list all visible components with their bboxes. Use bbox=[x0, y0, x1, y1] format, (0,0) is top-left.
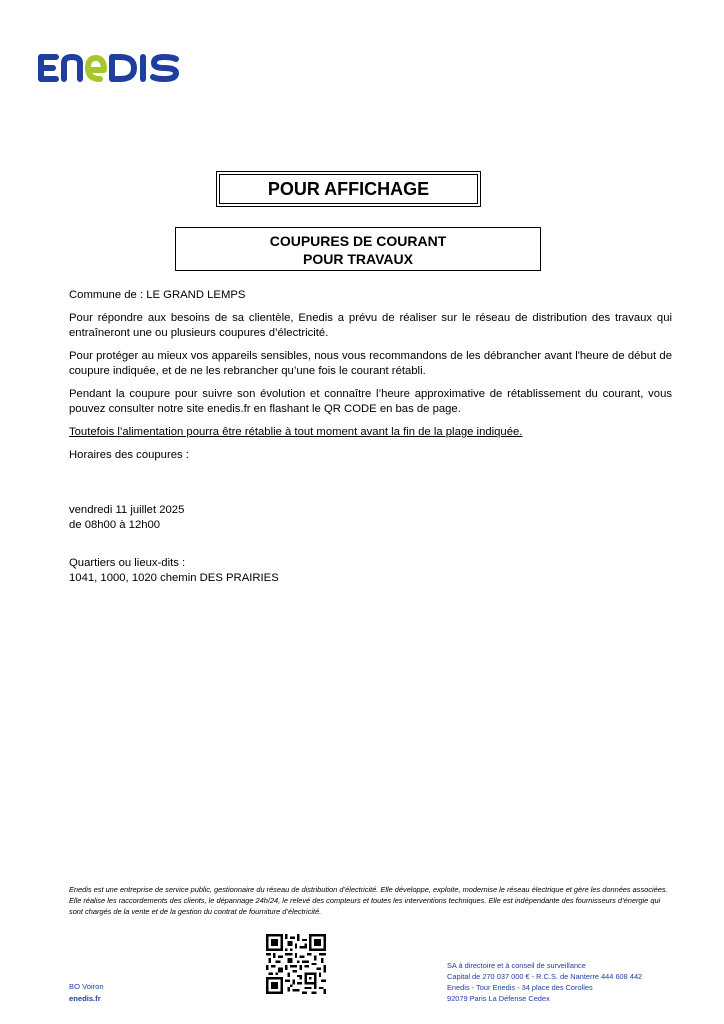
enedis-logo bbox=[36, 50, 188, 91]
company-info bbox=[447, 960, 642, 1004]
quartiers-label: Quartiers ou lieux-dits : bbox=[69, 557, 186, 569]
quartiers-value: 1041, 1000, 1020 chemin DES PRAIRIES bbox=[69, 572, 279, 584]
outage-time: de 08h00 à 12h00 bbox=[69, 519, 161, 531]
notice-title: POUR AFFICHAGE bbox=[216, 171, 481, 207]
qr-code-icon[interactable] bbox=[266, 934, 326, 994]
paragraph-advice: Pour protéger au mieux vos appareils sensibles, nous vous recommandons de les débrancher avant l'heure de début de coupure indiquée, et de ne les rebrancher qu’une fois le courant rétabli. bbox=[69, 350, 672, 377]
notice-subtitle bbox=[175, 227, 541, 271]
paragraph-qr-info: Pendant la coupure pour suivre son évolution et connaître l’heure approximative de rétablissement du courant, vous pouvez consulter notre site enedis.fr en flashant le QR CODE en bas de page. bbox=[69, 388, 672, 415]
company-line-4: 92079 Paris La Défense Cedex bbox=[447, 994, 550, 1003]
footer-left bbox=[69, 981, 104, 1005]
website-link[interactable]: enedis.fr bbox=[69, 994, 101, 1003]
legal-notice: Enedis est une entreprise de service public, gestionnaire du réseau de distribution d’électricité. Elle développe, exploite, modernise le réseau électrique et gère les données associées. Elle réalise les raccordements des clients, le dépannage 24h/24, le relevé des compteurs et toutes les interventions techniques. Elle est indépendante des fournisseurs d’énergie qui sont chargés de la vente et de la gestion du contrat de fourniture d’électricité. bbox=[69, 885, 668, 916]
subtitle-line-1: COUPURES DE COURANT bbox=[269, 233, 447, 249]
company-line-3: Enedis - Tour Enedis - 34 place des Corolles bbox=[447, 983, 593, 992]
horaires-label: Horaires des coupures : bbox=[69, 449, 189, 461]
paragraph-intro: Pour répondre aux besoins de sa clientèle, Enedis a prévu de réaliser sur le réseau de distribution des travaux qui entraîneront une ou plusieurs coupures d’électricité. bbox=[69, 312, 672, 339]
office-name: BO Voiron bbox=[69, 982, 104, 991]
outage-date: vendredi 11 juillet 2025 bbox=[69, 504, 185, 516]
logo-gradient-line bbox=[190, 80, 720, 84]
paragraph-warning: Toutefois l’alimentation pourra être rétablie à tout moment avant la fin de la plage indiquée. bbox=[69, 426, 523, 438]
commune-line: Commune de : LE GRAND LEMPS bbox=[69, 289, 246, 301]
company-line-2: Capital de 270 037 000 € - R.C.S. de Nanterre 444 608 442 bbox=[447, 972, 643, 981]
notice-body bbox=[69, 288, 672, 594]
company-line-1: SA à directoire et à conseil de surveillance bbox=[447, 961, 586, 970]
subtitle-line-2: POUR TRAVAUX bbox=[303, 251, 413, 267]
